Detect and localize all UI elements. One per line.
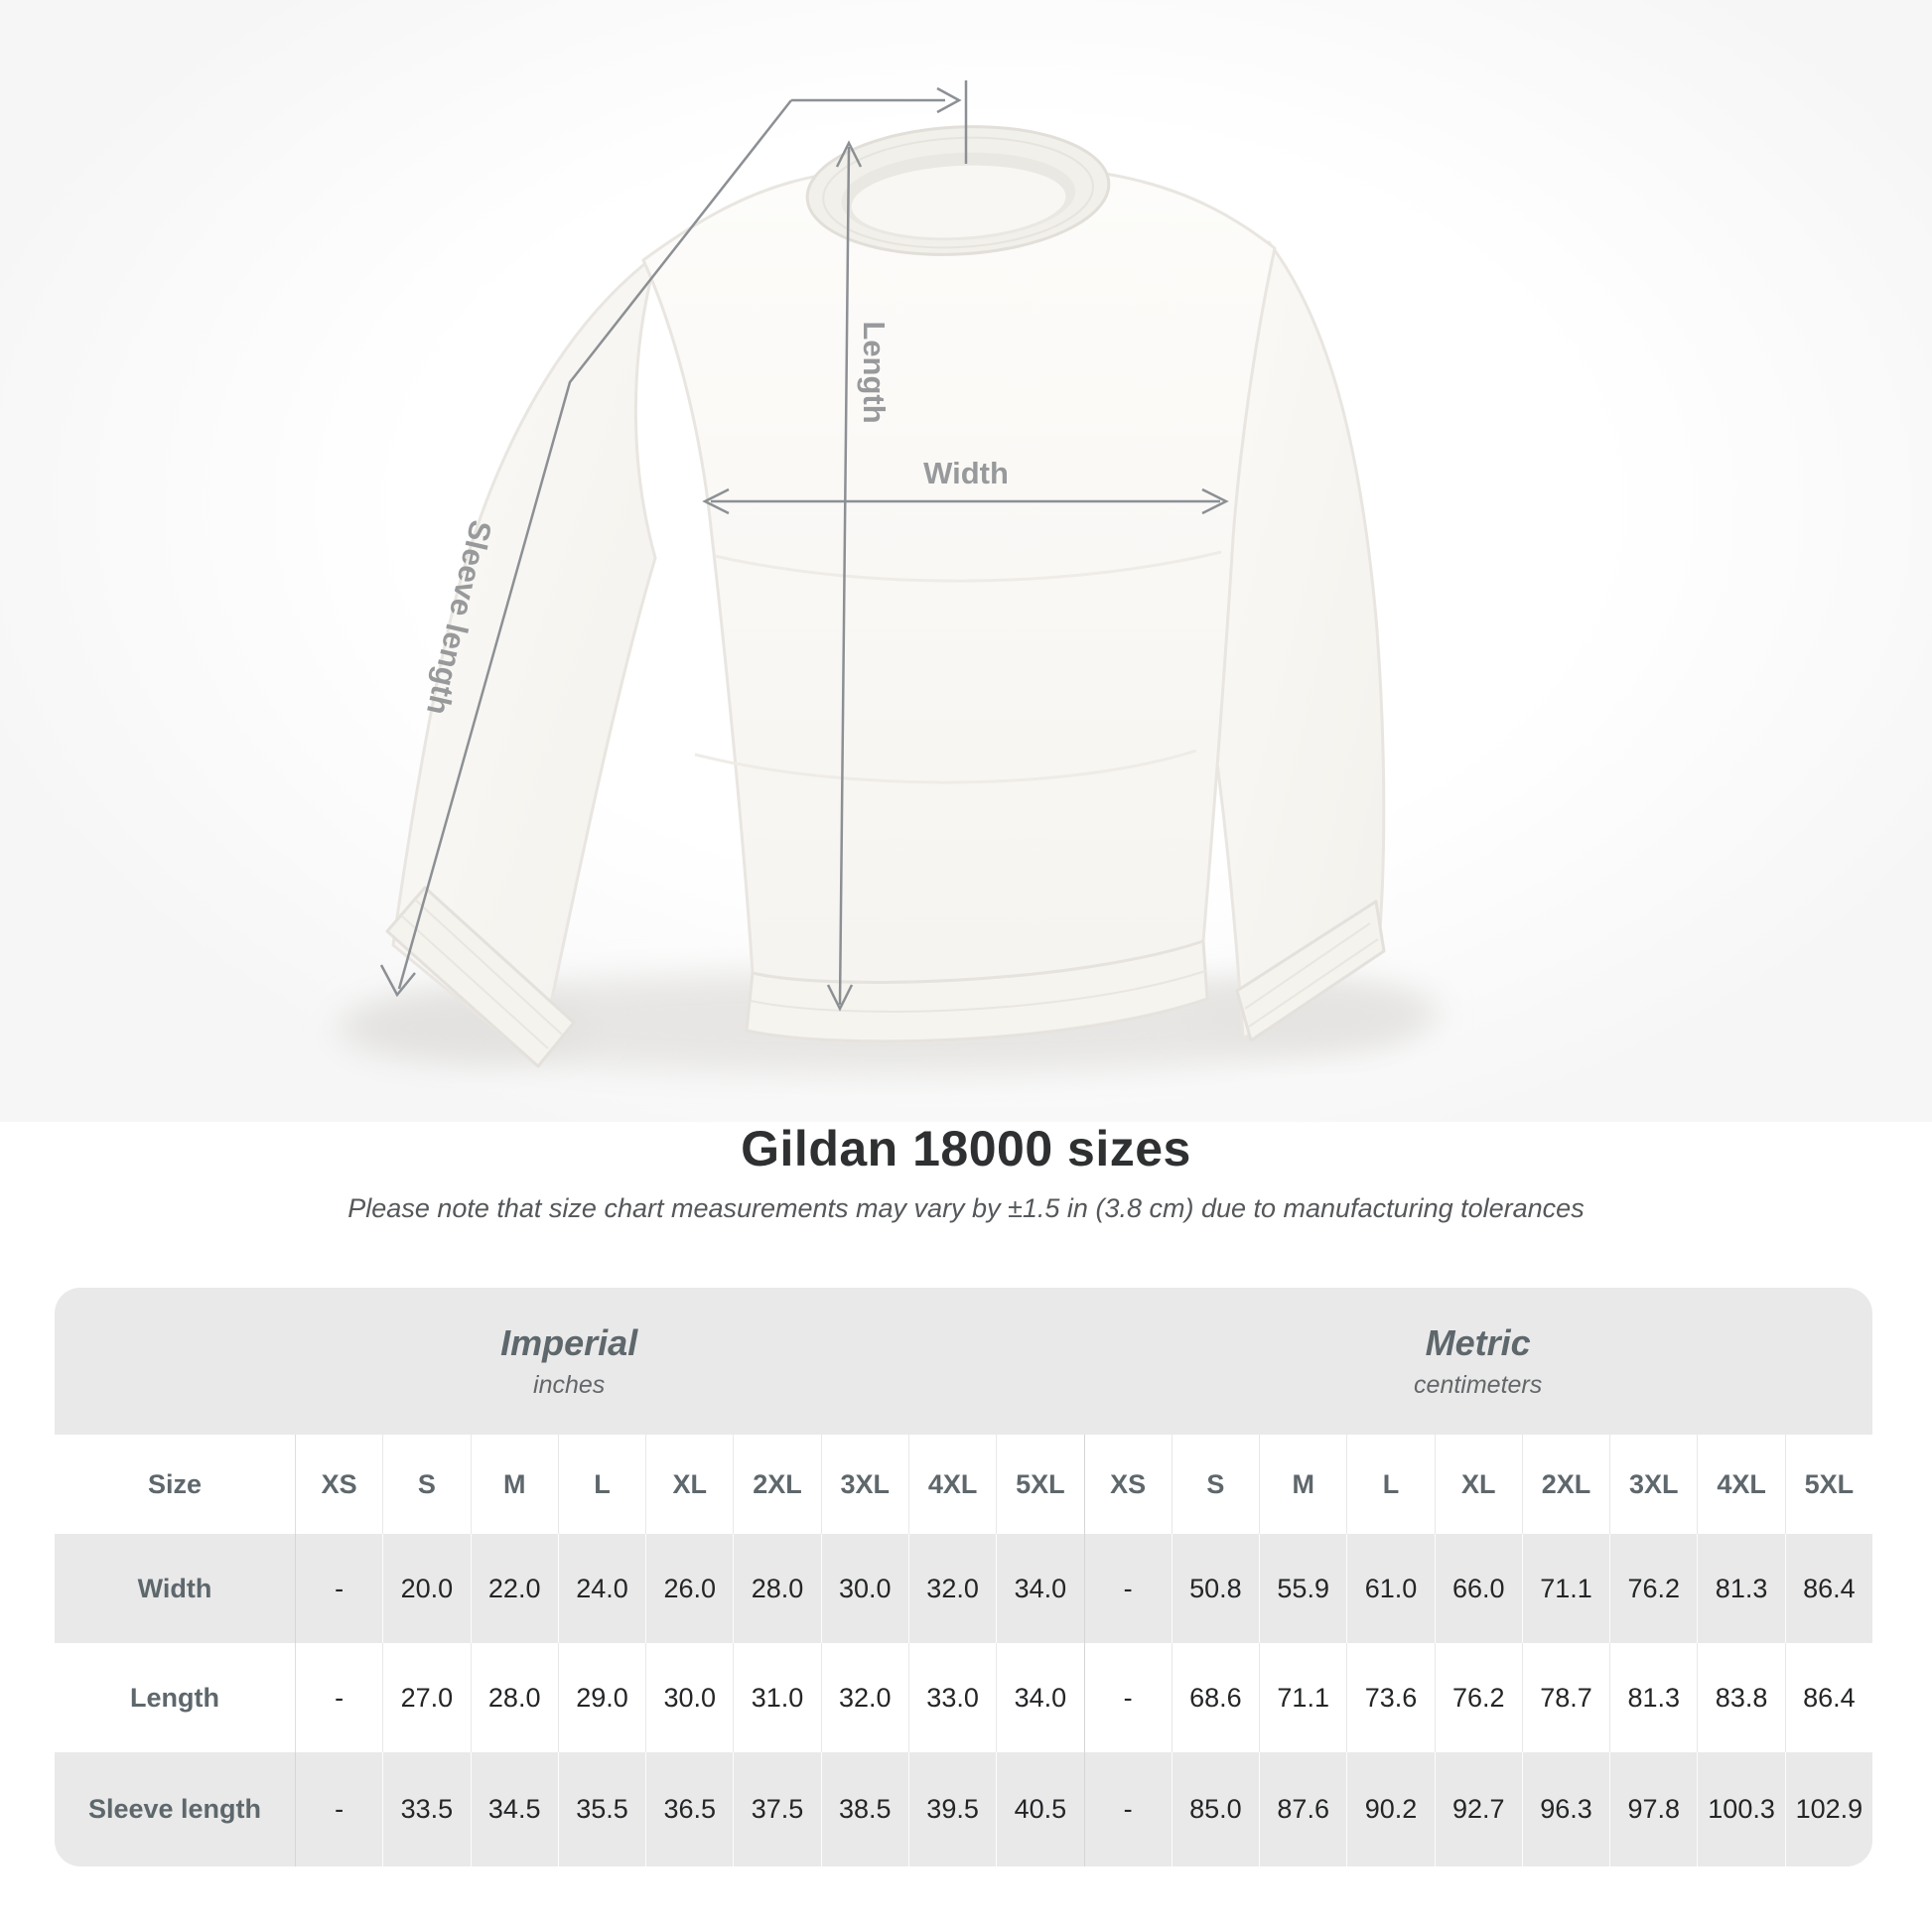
sleeve-length-label: Sleeve length (419, 516, 499, 719)
table-cell: 78.7 (1522, 1643, 1609, 1752)
row-label: Sleeve length (55, 1752, 295, 1866)
column-header: 3XL (821, 1435, 908, 1534)
column-header: M (1259, 1435, 1346, 1534)
table-cell: 81.3 (1697, 1534, 1784, 1643)
table-cell: 32.0 (908, 1534, 996, 1643)
table-cell: 71.1 (1522, 1534, 1609, 1643)
column-header: XS (295, 1435, 382, 1534)
page-title: Gildan 18000 sizes (741, 1121, 1191, 1176)
metric-title: Metric (1425, 1321, 1531, 1363)
imperial-title: Imperial (500, 1321, 638, 1363)
column-header: L (1346, 1435, 1434, 1534)
table-cell: 29.0 (558, 1643, 645, 1752)
column-header: 4XL (908, 1435, 996, 1534)
table-cell: 86.4 (1785, 1643, 1872, 1752)
length-label: Length (857, 321, 892, 424)
table-cell: - (1084, 1534, 1172, 1643)
unit-group-header (55, 1288, 1872, 1435)
table-cell: 31.0 (733, 1643, 820, 1752)
table-cell: 96.3 (1522, 1752, 1609, 1866)
table-cell: 30.0 (645, 1643, 733, 1752)
row-label: Length (130, 1682, 219, 1713)
table-cell: 97.8 (1609, 1752, 1697, 1866)
column-header: S (382, 1435, 470, 1534)
row-label: Width (55, 1534, 295, 1643)
table-cell: 66.0 (1435, 1534, 1522, 1643)
column-header: 2XL (733, 1435, 820, 1534)
table-cell: 61.0 (1346, 1534, 1434, 1643)
column-header: M (471, 1435, 558, 1534)
table-cell: 20.0 (382, 1534, 470, 1643)
table-cell: 55.9 (1259, 1534, 1346, 1643)
table-cell: - (295, 1752, 382, 1866)
column-header: L (558, 1435, 645, 1534)
table-cell: 34.0 (996, 1534, 1083, 1643)
group-imperial (55, 1288, 1083, 1435)
column-header: 4XL (1697, 1435, 1784, 1534)
column-header: XS (1084, 1435, 1172, 1534)
arrow-down-icon (381, 965, 415, 995)
width-label: Width (923, 456, 1009, 490)
size-header: Size (147, 1468, 203, 1499)
sweatshirt (387, 119, 1384, 1066)
table-cell: - (1084, 1752, 1172, 1866)
table-cell: 87.6 (1259, 1752, 1346, 1866)
table-cell: 28.0 (471, 1643, 558, 1752)
table-cell: 73.6 (1346, 1643, 1434, 1752)
table-cell: 38.5 (821, 1752, 908, 1866)
column-header: XL (645, 1435, 733, 1534)
table-cell: 81.3 (1609, 1643, 1697, 1752)
size-grid (55, 1435, 1872, 1866)
table-cell: 90.2 (1346, 1752, 1434, 1866)
table-cell: 86.4 (1785, 1534, 1872, 1643)
table-cell: 28.0 (733, 1534, 820, 1643)
size-table (55, 1288, 1872, 1866)
table-cell: 40.5 (996, 1752, 1083, 1866)
metric-unit: centimeters (1414, 1371, 1543, 1400)
table-cell: 33.5 (382, 1752, 470, 1866)
table-cell: 83.8 (1697, 1643, 1784, 1752)
column-header: 5XL (1785, 1435, 1872, 1534)
imperial-unit: inches (533, 1371, 606, 1400)
group-metric (1083, 1288, 1872, 1435)
table-cell: 100.3 (1697, 1752, 1784, 1866)
table-cell: 85.0 (1172, 1752, 1259, 1866)
table-cell: 76.2 (1435, 1643, 1522, 1752)
table-cell: 71.1 (1259, 1643, 1346, 1752)
table-cell: 30.0 (821, 1534, 908, 1643)
table-cell: - (295, 1534, 382, 1643)
table-cell: 39.5 (908, 1752, 996, 1866)
table-cell: 35.5 (558, 1752, 645, 1866)
table-cell: 92.7 (1435, 1752, 1522, 1866)
table-cell: 33.0 (908, 1643, 996, 1752)
table-cell: 24.0 (558, 1534, 645, 1643)
table-cell: 32.0 (821, 1643, 908, 1752)
column-header: XL (1435, 1435, 1522, 1534)
table-cell: 27.0 (382, 1643, 470, 1752)
tolerance-note: Please note that size chart measurements may vary by ±1.5 in (3.8 cm) due to manufacturing tolerances (347, 1193, 1585, 1223)
table-cell: 34.0 (996, 1643, 1083, 1752)
table-cell: 22.0 (471, 1534, 558, 1643)
table-cell: 34.5 (471, 1752, 558, 1866)
table-cell: 37.5 (733, 1752, 820, 1866)
table-cell: 102.9 (1785, 1752, 1872, 1866)
column-header: 5XL (996, 1435, 1083, 1534)
table-cell: 26.0 (645, 1534, 733, 1643)
table-cell: 68.6 (1172, 1643, 1259, 1752)
table-cell: 36.5 (645, 1752, 733, 1866)
table-cell: - (1084, 1643, 1172, 1752)
column-header: 2XL (1522, 1435, 1609, 1534)
table-cell: 76.2 (1609, 1534, 1697, 1643)
table-cell: - (295, 1643, 382, 1752)
column-header: S (1172, 1435, 1259, 1534)
table-cell: 50.8 (1172, 1534, 1259, 1643)
column-header: 3XL (1609, 1435, 1697, 1534)
